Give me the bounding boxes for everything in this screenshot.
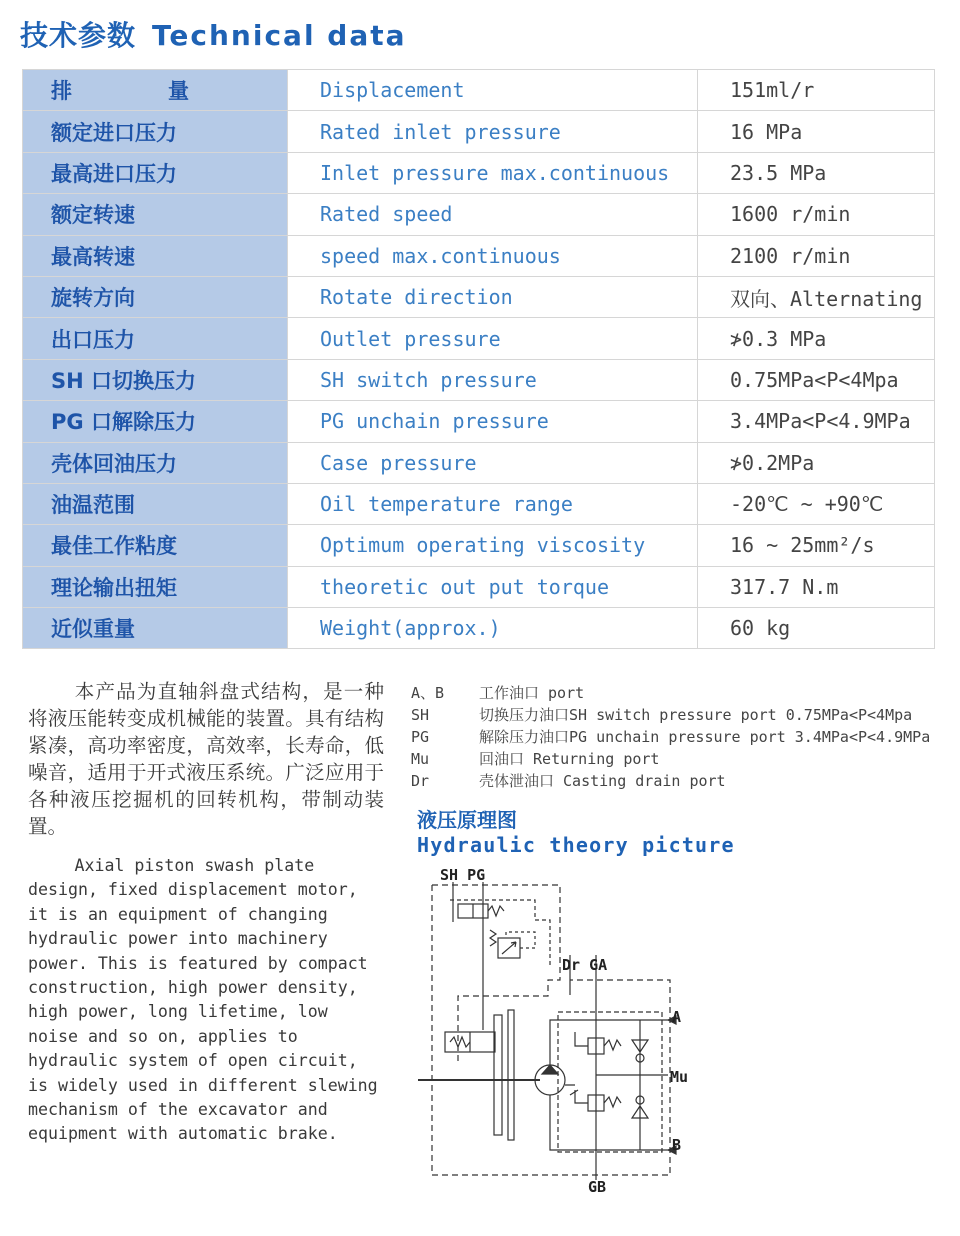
spec-en-label: theoretic out put torque (288, 566, 698, 607)
spec-cn-label: 理论输出扭矩 (23, 566, 288, 607)
description-en: Axial piston swash plate design, fixed displacement motor, it is an equipment of changing hydraulic power into machinery power. This is featured by compact construction, high power density, high power, long lifetime, low noise and so on, applies to hydraulic system of open circuit, is widely used in different slewing mechanism of the excavator and equipment with automatic brake. (28, 856, 378, 1144)
brake-spring (450, 1037, 470, 1047)
spec-en-label: Optimum operating viscosity (288, 525, 698, 566)
port-desc: 解除压力油口PG unchain pressure port 3.4MPa<P<4.9MPa (479, 728, 931, 746)
spec-value: ≯0.2MPa (698, 442, 935, 483)
spec-row (23, 318, 935, 359)
spec-cn-label: 最高转速 (23, 235, 288, 276)
spec-en-label: Weight(approx.) (288, 608, 698, 649)
spec-value: 151ml/r (698, 70, 935, 111)
hydraulic-title-en: Hydraulic theory picture (417, 833, 735, 857)
spec-en-label: Rotate direction (288, 276, 698, 317)
port-item (411, 770, 951, 792)
label-mu: Mu (670, 1068, 689, 1086)
line-b (550, 1095, 668, 1150)
page-title (20, 14, 407, 54)
spec-cn-label: 壳体回油压力 (23, 442, 288, 483)
label-gb: GB (588, 1178, 607, 1196)
spec-en-label: Rated speed (288, 194, 698, 235)
port-list (411, 682, 951, 792)
spec-cn-label: PG 口解除压力 (23, 401, 288, 442)
spec-row (23, 359, 935, 400)
valve-spring (488, 906, 504, 916)
spec-cn-label: 近似重量 (23, 608, 288, 649)
spec-cn-label: 排量 (23, 70, 288, 111)
port-item (411, 704, 951, 726)
spec-en-label: Oil temperature range (288, 483, 698, 524)
spec-en-label: speed max.continuous (288, 235, 698, 276)
spec-row (23, 194, 935, 235)
spec-table-body (23, 70, 935, 649)
spec-row (23, 276, 935, 317)
port-item (411, 748, 951, 770)
spec-value: 23.5 MPa (698, 152, 935, 193)
spec-value: 317.7 N.m (698, 566, 935, 607)
spec-row (23, 608, 935, 649)
spec-en-label: Inlet pressure max.continuous (288, 152, 698, 193)
spec-value: 0.75MPa<P<4Mpa (698, 359, 935, 400)
spec-cn-label: 额定进口压力 (23, 111, 288, 152)
port-item (411, 682, 951, 704)
spec-row (23, 566, 935, 607)
spec-row (23, 442, 935, 483)
spec-en-label: Displacement (288, 70, 698, 111)
port-code: PG (411, 728, 430, 746)
port-desc: 壳体泄油口 Casting drain port (479, 772, 726, 790)
spec-row (23, 70, 935, 111)
port-code: A、B (411, 684, 445, 702)
brake-disc-2 (508, 1010, 514, 1140)
spec-en-label: Outlet pressure (288, 318, 698, 359)
spec-cn-label: 旋转方向 (23, 276, 288, 317)
port-code: SH (411, 706, 430, 724)
label-sh-pg: SH PG (440, 866, 486, 884)
spec-value: ≯0.3 MPa (698, 318, 935, 359)
spec-value: 2100 r/min (698, 235, 935, 276)
port-code: Mu (411, 750, 430, 768)
spec-value: 3.4MPa<P<4.9MPa (698, 401, 935, 442)
spec-table (22, 69, 935, 649)
label-a: A (672, 1008, 682, 1026)
hydraulic-title-cn: 液压原理图 (417, 808, 517, 832)
spec-cn-label: 额定转速 (23, 194, 288, 235)
spec-cn-label: 最高进口压力 (23, 152, 288, 193)
valve-block (558, 1012, 662, 1152)
line-a (550, 1020, 668, 1065)
left-housing-dashed (432, 885, 670, 1175)
port-desc: 回油口 Returning port (479, 750, 660, 768)
spec-row (23, 401, 935, 442)
label-dr-ga: Dr GA (562, 956, 608, 974)
spec-value: 16 ~ 25mm²/s (698, 525, 935, 566)
spec-row (23, 483, 935, 524)
spec-value: 16 MPa (698, 111, 935, 152)
spec-row (23, 152, 935, 193)
spec-cn-label: SH 口切换压力 (23, 359, 288, 400)
spec-value: 双向、Alternating (698, 276, 935, 317)
port-item (411, 726, 951, 748)
port-desc: 切换压力油口SH switch pressure port 0.75MPa<P<4Mpa (479, 706, 913, 724)
spec-cn-label: 最佳工作粘度 (23, 525, 288, 566)
spec-cn-label: 油温范围 (23, 483, 288, 524)
spec-en-label: SH switch pressure (288, 359, 698, 400)
description-cn: 本产品为直轴斜盘式结构，是一种将液压能转变成机械能的装置。具有结构紧凑，高功率密度，高效率，长寿命，低噪音，适用于开式液压系统。广泛应用于各种液压挖掘机的回转机构，带制动装置。 (28, 680, 384, 838)
title-en: Technical data (152, 19, 407, 52)
relief-spring (490, 930, 496, 946)
upper-housing-dashed (432, 885, 560, 1065)
port-desc: 工作油口 port (479, 684, 585, 702)
title-cn: 技术参数 (20, 19, 137, 52)
spec-en-label: Case pressure (288, 442, 698, 483)
label-b: B (672, 1136, 682, 1154)
spec-row (23, 235, 935, 276)
spec-value: 60 kg (698, 608, 935, 649)
spec-row (23, 111, 935, 152)
spec-value: 1600 r/min (698, 194, 935, 235)
spec-en-label: Rated inlet pressure (288, 111, 698, 152)
spec-row (23, 525, 935, 566)
spec-en-label: PG unchain pressure (288, 401, 698, 442)
spec-value: -20℃ ~ +90℃ (698, 483, 935, 524)
spec-cn-label: 出口压力 (23, 318, 288, 359)
hydraulic-diagram (410, 860, 700, 1200)
port-code: Dr (411, 772, 430, 790)
